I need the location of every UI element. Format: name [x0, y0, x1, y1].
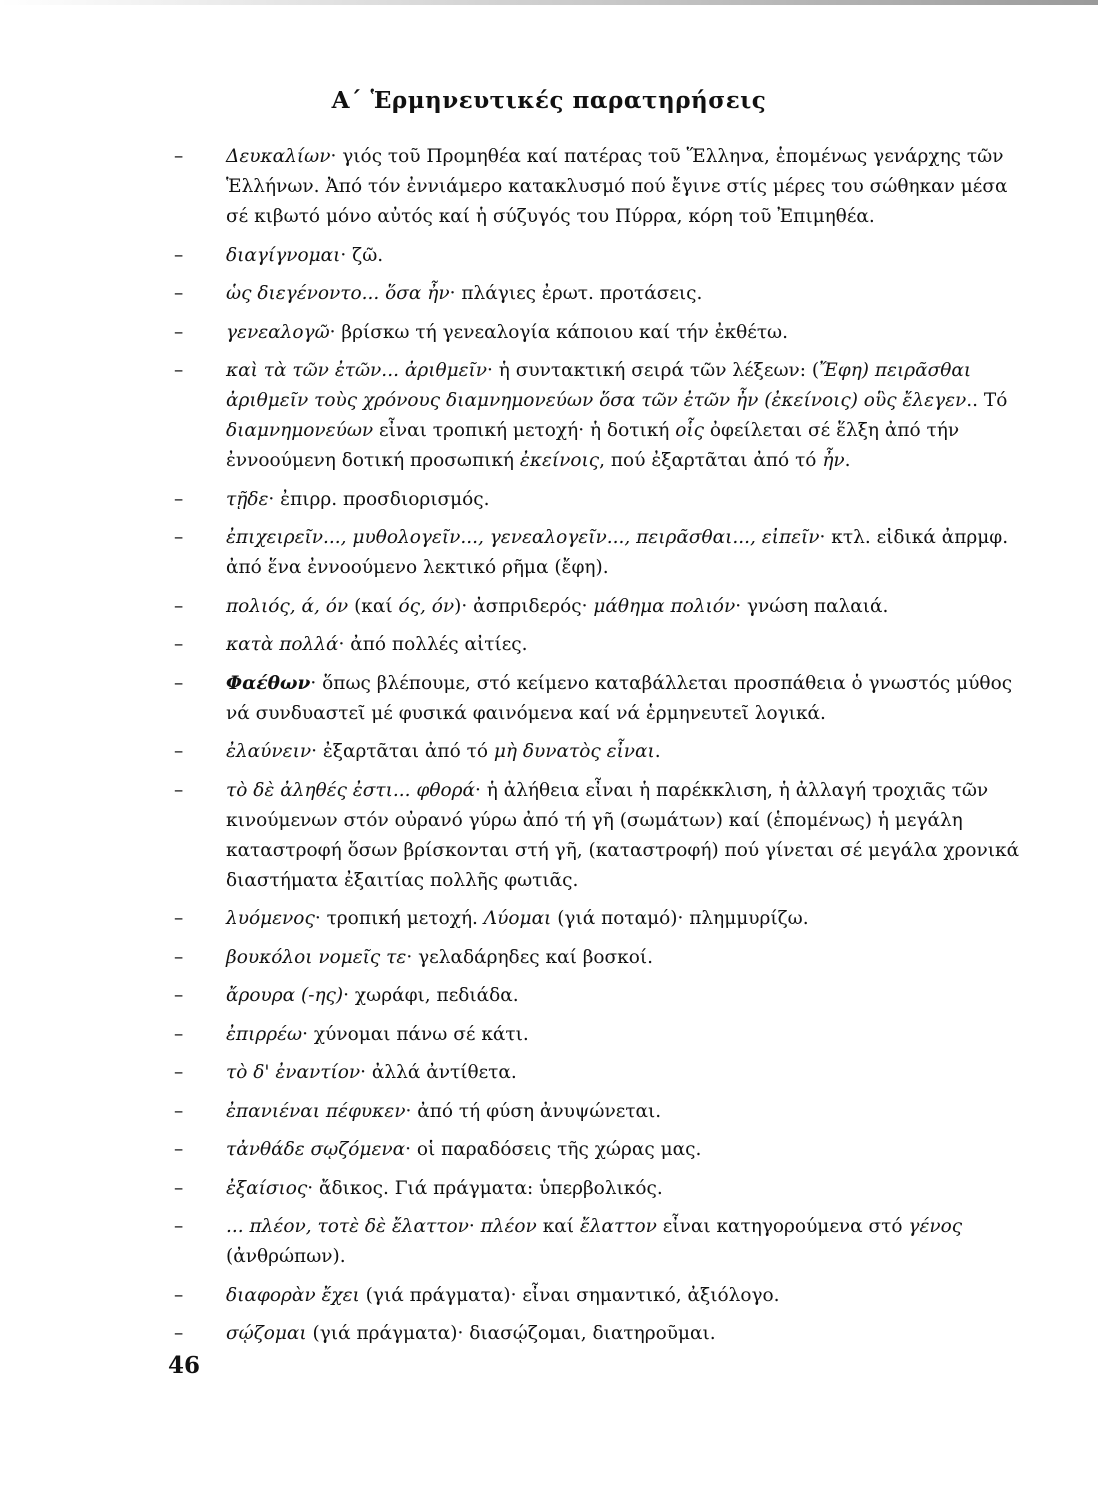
- glossary-entry: [168, 669, 1026, 729]
- entry-text: · ἀπό τή φύση ἀνυψώνεται.: [405, 1100, 662, 1122]
- entry-lemma: πολιός, ά, όν: [226, 595, 349, 617]
- entry-lemma: ἐπιχειρεῖν..., μυθολογεῖν..., γενεαλογεῖν..., πειρᾶσθαι..., εἰπεῖν: [226, 527, 820, 548]
- entry-text: · ἡ συντακτική σειρά τῶν λέξεων: (: [487, 360, 820, 381]
- entry-lemma: ἔλαττον: [579, 1216, 657, 1237]
- entry-text: · ἐπιρρ. προσδιορισμός.: [268, 488, 490, 510]
- entry-text: · ἀπό πολλές αἰτίες.: [338, 634, 528, 655]
- entry-text: )· ἀσπριδερός·: [454, 595, 594, 617]
- entry-dash: –: [174, 527, 184, 548]
- glossary-entry: [168, 1020, 1026, 1050]
- entry-lemma: μάθημα πολιόν: [593, 595, 736, 617]
- scan-top-edge: [0, 0, 1098, 5]
- entry-text: ὀφείλεται σέ ἕλξη ἀπό τήν ἐννοούμενη δοτική προσωπική: [226, 420, 960, 471]
- entry-lemma: Φαέθων: [226, 672, 311, 694]
- entry-dash: –: [174, 244, 184, 266]
- entry-lemma: ός, όν: [398, 595, 455, 617]
- glossary-entry: [168, 943, 1026, 973]
- entry-lemma: γενεαλογῶ: [226, 321, 330, 343]
- entry-lemma: τὸ δὲ ἀληθές ἐστι... φθορά: [226, 779, 475, 801]
- entry-lemma: Λύομαι: [483, 908, 552, 929]
- glossary-entry: [168, 630, 1026, 660]
- entry-lemma: γένος: [908, 1216, 963, 1237]
- entry-lemma: μὴ δυνατὸς εἶναι: [493, 741, 655, 762]
- entry-text: .: [844, 450, 851, 471]
- entry-lemma: βουκόλοι νομεῖς τε: [226, 946, 407, 968]
- entry-lemma: ἐπιρρέω: [226, 1023, 303, 1045]
- glossary-entry: [168, 1058, 1026, 1088]
- entry-lemma: ἄρουρα (-ης): [226, 985, 344, 1006]
- entry-lemma: λυόμενος: [226, 908, 315, 929]
- entry-text: · ἄδικος. Γιά πράγματα: ὑπερβολικός.: [307, 1177, 663, 1199]
- entry-text: · γελαδάρηδες καί βοσκοί.: [406, 946, 654, 968]
- glossary-entry: [168, 142, 1026, 232]
- glossary-entry: [168, 318, 1026, 348]
- entry-dash: –: [174, 1177, 184, 1199]
- entry-text: · ζῶ.: [340, 244, 384, 266]
- entry-lemma: ἐλαύνειν: [226, 741, 312, 762]
- entry-text: · χωράφι, πεδιάδα.: [343, 985, 519, 1006]
- entry-text: εἶναι τροπική μετοχή· ἡ δοτική: [373, 420, 676, 441]
- entry-text: · βρίσκω τή γενεαλογία κάποιου καί τήν ἐκθέτω.: [329, 321, 789, 343]
- entry-text: · κτλ. εἰδικά ἀπρμφ. ἀπό ἕνα ἐννοούμενο λεκτικό ρῆμα (ἔφη).: [226, 527, 1009, 578]
- glossary-entry: [168, 981, 1026, 1011]
- entry-lemma: σῴζομαι: [226, 1323, 307, 1344]
- entry-text: (γιά πράγματα)· διασῴζομαι, διατηροῦμαι.: [306, 1323, 716, 1344]
- glossary-entry: [168, 241, 1026, 271]
- entry-text: · γιός τοῦ Προμηθέα καί πατέρας τοῦ Ἕλληνα, ἑπομένως γενάρχης τῶν Ἑλλήνων. Ἀπό τόν ἐννιάμερο κατακλυσμό πού ἔγινε στίς μέρες του σώθηκαν μέσα σέ κιβωτό μόνο αὐτός καί ἡ σύζυγός του Πύρρα, κόρη τοῦ Ἐπιμηθέα.: [226, 146, 1008, 227]
- entry-dash: –: [174, 779, 184, 801]
- entry-text: (ἀνθρώπων).: [226, 1246, 346, 1267]
- entry-text: .. Τό: [966, 390, 1008, 411]
- entry-lemma: τῇδε: [226, 488, 269, 510]
- entry-dash: –: [174, 946, 184, 968]
- glossary-entry: [168, 737, 1026, 767]
- entry-text: · γνώση παλαιά.: [735, 595, 889, 617]
- entry-text: · χύνομαι πάνω σέ κάτι.: [302, 1023, 529, 1045]
- entry-text: · οἱ παραδόσεις τῆς χώρας μας.: [405, 1139, 702, 1160]
- entry-lemma: ἐκείνοις: [519, 450, 600, 471]
- glossary-entry: [168, 1174, 1026, 1204]
- glossary-entry: [168, 1135, 1026, 1165]
- entry-dash: –: [174, 1023, 184, 1045]
- entry-text: (γιά πράγματα)· εἶναι σημαντικό, ἀξιόλογο.: [359, 1284, 780, 1306]
- entry-dash: –: [174, 1284, 184, 1306]
- entry-text: (γιά ποταμό)· πλημμυρίζω.: [551, 908, 809, 929]
- entry-dash: –: [174, 1216, 184, 1237]
- entry-text: εἶναι κατηγορούμενα στό: [656, 1216, 909, 1237]
- entry-lemma: ἐπανιέναι πέφυκεν: [226, 1100, 406, 1122]
- entry-dash: –: [174, 1100, 184, 1122]
- entry-dash: –: [174, 634, 184, 655]
- entry-text: (καί: [348, 595, 399, 617]
- entry-lemma: τὸ δ' ἐναντίον: [226, 1062, 361, 1083]
- glossary-entry: [168, 279, 1026, 309]
- entry-lemma: ὡς διεγένοντο... ὅσα ἦν: [226, 283, 450, 304]
- entry-text: · ἀλλά ἀντίθετα.: [360, 1062, 517, 1083]
- glossary-list: [168, 142, 1026, 1358]
- glossary-entry: [168, 1281, 1026, 1311]
- entry-text: · ὅπως βλέπουμε, στό κείμενο καταβάλλεται προσπάθεια ὁ γνωστός μύθος νά συνδυαστεῖ μέ φυσικά φαινόμενα καί νά ἑρμηνευτεῖ λογικά.: [226, 672, 1013, 724]
- entry-dash: –: [174, 360, 184, 381]
- entry-dash: –: [174, 488, 184, 510]
- entry-dash: –: [174, 283, 184, 304]
- entry-text: · τροπική μετοχή.: [314, 908, 484, 929]
- entry-text: · πλάγιες ἐρωτ. προτάσεις.: [449, 283, 703, 304]
- entry-dash: –: [174, 741, 184, 762]
- entry-dash: –: [174, 908, 184, 929]
- entry-dash: –: [174, 321, 184, 343]
- glossary-entry: [168, 1319, 1026, 1349]
- glossary-entry: [168, 1097, 1026, 1127]
- entry-lemma: ἦν: [822, 450, 845, 471]
- entry-lemma: τἀνθάδε σῳζόμενα: [226, 1139, 406, 1160]
- glossary-entry: [168, 1212, 1026, 1272]
- entry-text: καί: [536, 1216, 580, 1237]
- entry-lemma: πλέον: [480, 1216, 537, 1237]
- glossary-entry: [168, 776, 1026, 896]
- page-number: 46: [168, 1352, 201, 1379]
- entry-dash: –: [174, 1062, 184, 1083]
- glossary-entry: [168, 356, 1026, 476]
- entry-text: ·: [468, 1216, 481, 1237]
- entry-dash: –: [174, 672, 184, 694]
- page-title: Α΄ Ἑρμηνευτικές παρατηρήσεις: [331, 87, 767, 115]
- entry-lemma: διαμνημονεύων: [226, 420, 374, 441]
- entry-text: , πού ἐξαρτᾶται ἀπό τό: [599, 450, 823, 471]
- entry-lemma: κατὰ πολλά: [226, 634, 339, 655]
- entry-dash: –: [174, 1139, 184, 1160]
- entry-dash: –: [174, 1323, 184, 1344]
- entry-lemma: Δευκαλίων: [226, 146, 331, 167]
- entry-lemma: ἐξαίσιος: [226, 1177, 308, 1199]
- entry-dash: –: [174, 595, 184, 617]
- entry-lemma: διαφορὰν ἔχει: [226, 1284, 360, 1306]
- entry-dash: –: [174, 985, 184, 1006]
- entry-dash: –: [174, 146, 184, 167]
- glossary-entry: [168, 523, 1026, 583]
- entry-lemma: ... πλέον, τοτὲ δὲ ἔλαττον: [226, 1216, 469, 1237]
- entry-text: .: [654, 741, 661, 762]
- entry-lemma: Ἔφη) πειρᾶσθαι ἀριθμεῖν τοὺς χρόνους διαμνημονεύων ὅσα τῶν ἐτῶν ἦν (ἐκείνοις) οὓς ἔλεγεν: [226, 360, 972, 411]
- entry-lemma: οἷς: [675, 420, 704, 441]
- glossary-entry: [168, 592, 1026, 622]
- glossary-entry: [168, 904, 1026, 934]
- entry-lemma: καὶ τὰ τῶν ἐτῶν... ἀριθμεῖν: [226, 360, 488, 381]
- entry-lemma: διαγίγνομαι: [226, 244, 341, 266]
- entry-text: · ἐξαρτᾶται ἀπό τό: [311, 741, 494, 762]
- glossary-entry: [168, 485, 1026, 515]
- entry-text: · ἡ ἀλήθεια εἶναι ἡ παρέκκλιση, ἡ ἀλλαγή τροχιᾶς τῶν κινούμενων στόν οὐρανό γύρω ἀπό τή γῆ (σωμάτων) καί (ἑπομένως) ἡ μεγάλη καταστροφή ὅσων βρίσκονται στή γῆ, (καταστροφή) πού γίνεται σέ μεγάλα χρονικά διαστήματα ἐξαιτίας πολλῆς φωτιᾶς.: [226, 779, 1020, 891]
